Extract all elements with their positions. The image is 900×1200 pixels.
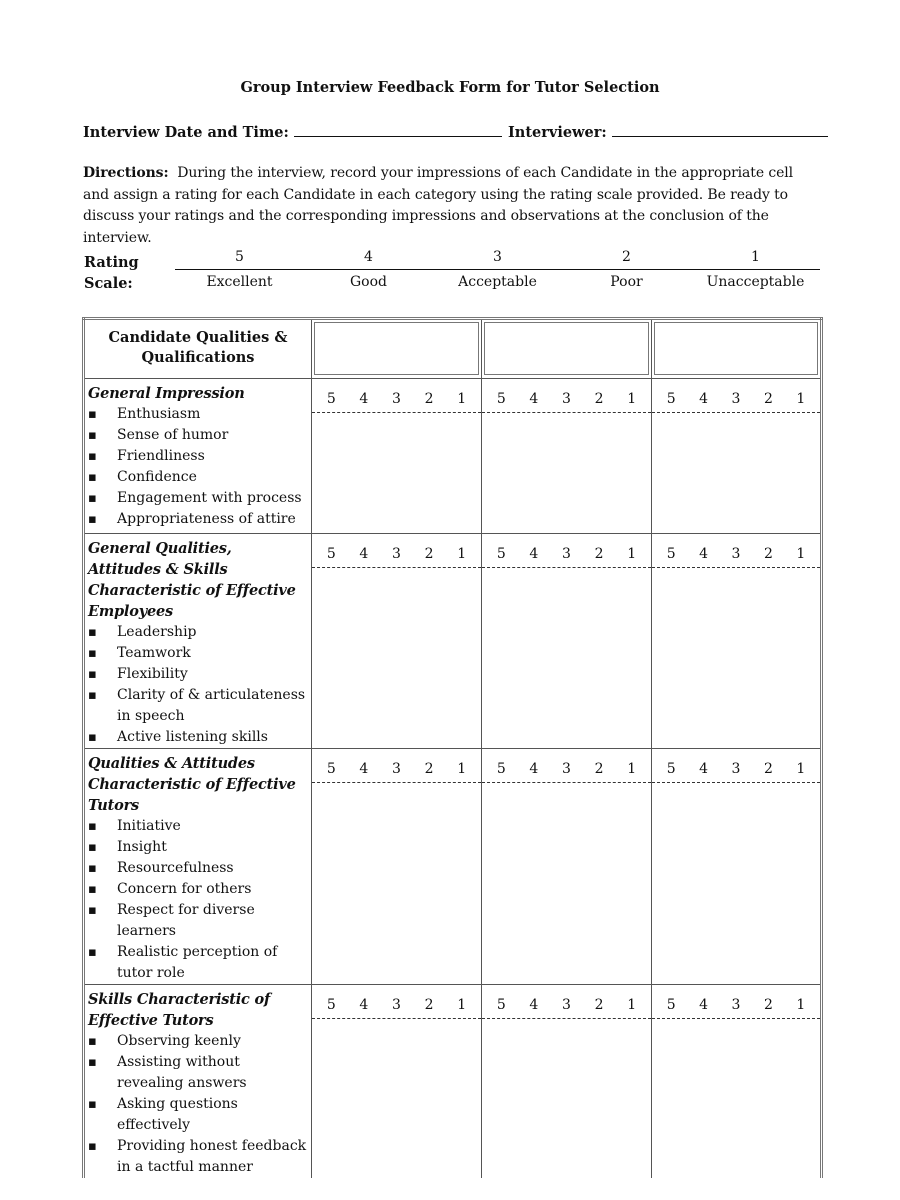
rating-option[interactable]: 3 bbox=[392, 390, 401, 407]
candidate-3-rating-cell[interactable] bbox=[652, 379, 822, 534]
category-item-list bbox=[88, 1031, 309, 1178]
table-header-label: Candidate Qualities & Qualifications bbox=[84, 319, 312, 379]
rating-option[interactable]: 3 bbox=[562, 996, 571, 1013]
rating-option[interactable]: 2 bbox=[763, 390, 773, 407]
table-row bbox=[84, 749, 822, 985]
rating-scale-word: Poor bbox=[610, 274, 643, 290]
rating-option[interactable]: 2 bbox=[424, 996, 434, 1013]
rating-option[interactable]: 5 bbox=[496, 545, 506, 562]
rating-option[interactable]: 3 bbox=[731, 545, 741, 562]
table-header-row bbox=[84, 319, 822, 379]
rating-option[interactable]: 4 bbox=[359, 760, 369, 777]
list-item: ▪ Providing honest feedback in a tactful manner bbox=[88, 1136, 309, 1178]
directions-text: During the interview, record your impressions of each Candidate in the appropriate cell and assign a rating for each Candidate in each category using the rating scale provided. Be ready to discuss your ratings and the corresponding impressions and observations at the conclusion of the interview. bbox=[83, 165, 794, 246]
interview-date-label: Interview Date and Time: bbox=[83, 124, 289, 141]
rating-option[interactable]: 5 bbox=[496, 996, 506, 1013]
rating-option[interactable]: 2 bbox=[763, 996, 773, 1013]
rating-scale-word: Good bbox=[349, 274, 387, 290]
rating-option[interactable]: 4 bbox=[529, 545, 539, 562]
list-item: ▪ Concern for others bbox=[88, 879, 309, 900]
rating-option[interactable]: 3 bbox=[392, 996, 401, 1013]
table-row bbox=[84, 534, 822, 749]
list-item: ▪ Friendliness bbox=[88, 446, 309, 467]
rating-option[interactable]: 5 bbox=[666, 996, 676, 1013]
directions-label: Directions: bbox=[83, 165, 169, 181]
rating-option[interactable]: 2 bbox=[424, 760, 434, 777]
rating-option[interactable]: 5 bbox=[326, 996, 336, 1013]
rating-label-line1: Rating bbox=[84, 254, 139, 271]
rating-options bbox=[312, 991, 481, 1019]
list-item: ▪ Initiative bbox=[88, 816, 309, 837]
list-item: ▪ Observing keenly bbox=[88, 1031, 309, 1052]
form-title: Group Interview Feedback Form for Tutor Selection bbox=[240, 79, 660, 96]
category-title: Skills Characteristic of Effective Tutors bbox=[88, 991, 271, 1029]
rating-option[interactable]: 2 bbox=[424, 390, 434, 407]
rating-scale-value: 1 bbox=[751, 249, 760, 265]
rating-option[interactable]: 3 bbox=[731, 996, 741, 1013]
candidate-3-rating-cell[interactable] bbox=[652, 534, 822, 749]
rating-option[interactable]: 4 bbox=[699, 760, 709, 777]
category-title: General Qualities, Attitudes & Skills Characteristic of Effective Employees bbox=[88, 540, 296, 620]
rating-scale-value: 4 bbox=[364, 249, 373, 265]
list-item: ▪ Active listening skills bbox=[88, 727, 309, 748]
rating-option[interactable]: 5 bbox=[496, 390, 506, 407]
rating-options bbox=[652, 540, 820, 568]
category-item-list bbox=[88, 404, 309, 530]
rating-option[interactable]: 2 bbox=[594, 545, 604, 562]
candidate-2-rating-cell[interactable] bbox=[482, 749, 652, 985]
candidate-2-rating-cell[interactable] bbox=[482, 985, 652, 1179]
rating-scale-value: 2 bbox=[622, 249, 631, 265]
candidate-1-header[interactable] bbox=[312, 319, 482, 379]
candidate-1-rating-cell[interactable] bbox=[312, 534, 482, 749]
rating-option[interactable]: 2 bbox=[763, 545, 773, 562]
rating-option[interactable]: 2 bbox=[424, 545, 434, 562]
rating-option[interactable]: 3 bbox=[562, 760, 571, 777]
rating-options bbox=[652, 991, 820, 1019]
rating-option[interactable]: 4 bbox=[699, 545, 709, 562]
category-cell bbox=[84, 534, 312, 749]
rating-option[interactable]: 3 bbox=[392, 760, 401, 777]
rating-option[interactable]: 1 bbox=[627, 760, 637, 777]
list-item: ▪ Teamwork bbox=[88, 643, 309, 664]
candidate-1-rating-cell[interactable] bbox=[312, 379, 482, 534]
rating-options bbox=[482, 755, 651, 783]
candidate-1-rating-cell[interactable] bbox=[312, 749, 482, 985]
candidate-1-rating-cell[interactable] bbox=[312, 985, 482, 1179]
rating-options bbox=[312, 540, 481, 568]
list-item: ▪ Clarity of & articulateness in speech bbox=[88, 685, 309, 727]
interviewer-blank[interactable] bbox=[612, 121, 828, 137]
rating-option[interactable]: 4 bbox=[529, 390, 539, 407]
interview-date-blank[interactable] bbox=[294, 121, 502, 137]
category-cell bbox=[84, 749, 312, 985]
category-cell bbox=[84, 985, 312, 1179]
category-item-list bbox=[88, 622, 309, 748]
list-item: ▪ Flexibility bbox=[88, 664, 309, 685]
rating-option[interactable]: 1 bbox=[627, 545, 637, 562]
rating-scale-value: 5 bbox=[235, 249, 244, 265]
candidate-3-rating-cell[interactable] bbox=[652, 985, 822, 1179]
rating-option[interactable]: 3 bbox=[562, 545, 571, 562]
rating-option[interactable]: 1 bbox=[627, 390, 637, 407]
rating-options bbox=[652, 755, 820, 783]
rating-option[interactable]: 4 bbox=[699, 996, 709, 1013]
rating-options bbox=[652, 385, 820, 413]
rating-option[interactable]: 1 bbox=[796, 390, 806, 407]
rating-scale-value: 3 bbox=[493, 249, 502, 265]
rating-option[interactable]: 5 bbox=[496, 760, 506, 777]
rating-option[interactable]: 5 bbox=[666, 390, 676, 407]
rating-options bbox=[482, 540, 651, 568]
table-row bbox=[84, 985, 822, 1179]
rating-option[interactable]: 5 bbox=[666, 760, 676, 777]
rating-option[interactable]: 1 bbox=[627, 996, 637, 1013]
interview-date-field bbox=[83, 121, 502, 141]
category-cell bbox=[84, 379, 312, 534]
rating-option[interactable]: 4 bbox=[529, 760, 539, 777]
rating-option[interactable]: 1 bbox=[796, 760, 806, 777]
rating-scale bbox=[175, 249, 820, 290]
list-item: ▪ Confidence bbox=[88, 467, 309, 488]
candidate-3-header[interactable] bbox=[652, 319, 822, 379]
rating-option[interactable]: 3 bbox=[731, 390, 741, 407]
rating-options bbox=[312, 385, 481, 413]
list-item: ▪ Respect for diverse learners bbox=[88, 900, 309, 942]
rating-scale-word: Unacceptable bbox=[706, 274, 805, 290]
category-title: General Impression bbox=[88, 385, 245, 402]
rating-option[interactable]: 1 bbox=[457, 996, 467, 1013]
rating-options bbox=[482, 385, 651, 413]
candidate-2-rating-cell[interactable] bbox=[482, 534, 652, 749]
rating-option[interactable]: 4 bbox=[529, 996, 539, 1013]
rating-option[interactable]: 1 bbox=[457, 545, 467, 562]
list-item: ▪ Realistic perception of tutor role bbox=[88, 942, 309, 984]
rating-option[interactable]: 1 bbox=[796, 545, 806, 562]
list-item: ▪ Sense of humor bbox=[88, 425, 309, 446]
rating-option[interactable]: 3 bbox=[392, 545, 401, 562]
rating-option[interactable]: 1 bbox=[457, 390, 467, 407]
list-item: ▪ Assisting without revealing answers bbox=[88, 1052, 309, 1094]
rating-label-line2: Scale: bbox=[84, 275, 133, 292]
list-item: ▪ Resourcefulness bbox=[88, 858, 309, 879]
feedback-table bbox=[82, 317, 823, 1178]
list-item: ▪ Engagement with process bbox=[88, 488, 309, 509]
list-item: ▪ Enthusiasm bbox=[88, 404, 309, 425]
rating-option[interactable]: 4 bbox=[359, 390, 369, 407]
candidate-2-header[interactable] bbox=[482, 319, 652, 379]
list-item: ▪ Leadership bbox=[88, 622, 309, 643]
rating-scale-label bbox=[84, 252, 139, 294]
rating-option[interactable]: 5 bbox=[326, 390, 336, 407]
rating-option[interactable]: 2 bbox=[594, 390, 604, 407]
rating-scale-labels bbox=[175, 270, 820, 290]
candidate-2-rating-cell[interactable] bbox=[482, 379, 652, 534]
rating-option[interactable]: 1 bbox=[457, 760, 467, 777]
rating-option[interactable]: 3 bbox=[562, 390, 571, 407]
interviewer-field bbox=[508, 121, 828, 141]
rating-scale-values bbox=[175, 249, 820, 270]
rating-option[interactable]: 5 bbox=[326, 545, 336, 562]
list-item: ▪ Insight bbox=[88, 837, 309, 858]
rating-options bbox=[312, 755, 481, 783]
rating-option[interactable]: 5 bbox=[666, 545, 676, 562]
rating-scale-word: Acceptable bbox=[458, 274, 537, 290]
rating-option[interactable]: 5 bbox=[326, 760, 336, 777]
candidate-3-rating-cell[interactable] bbox=[652, 749, 822, 985]
table-row bbox=[84, 379, 822, 534]
rating-option[interactable]: 2 bbox=[594, 760, 604, 777]
rating-scale-word: Excellent bbox=[206, 274, 273, 290]
rating-option[interactable]: 2 bbox=[763, 760, 773, 777]
category-item-list bbox=[88, 816, 309, 984]
rating-option[interactable]: 4 bbox=[699, 390, 709, 407]
rating-option[interactable]: 1 bbox=[796, 996, 806, 1013]
rating-option[interactable]: 2 bbox=[594, 996, 604, 1013]
category-title: Qualities & Attitudes Characteristic of Effective Tutors bbox=[88, 755, 296, 814]
rating-option[interactable]: 4 bbox=[359, 996, 369, 1013]
rating-option[interactable]: 3 bbox=[731, 760, 741, 777]
interviewer-label: Interviewer: bbox=[508, 124, 607, 141]
list-item: ▪ Asking questions effectively bbox=[88, 1094, 309, 1136]
rating-option[interactable]: 4 bbox=[359, 545, 369, 562]
directions-paragraph bbox=[83, 163, 823, 249]
rating-options bbox=[482, 991, 651, 1019]
list-item: ▪ Appropriateness of attire bbox=[88, 509, 309, 530]
